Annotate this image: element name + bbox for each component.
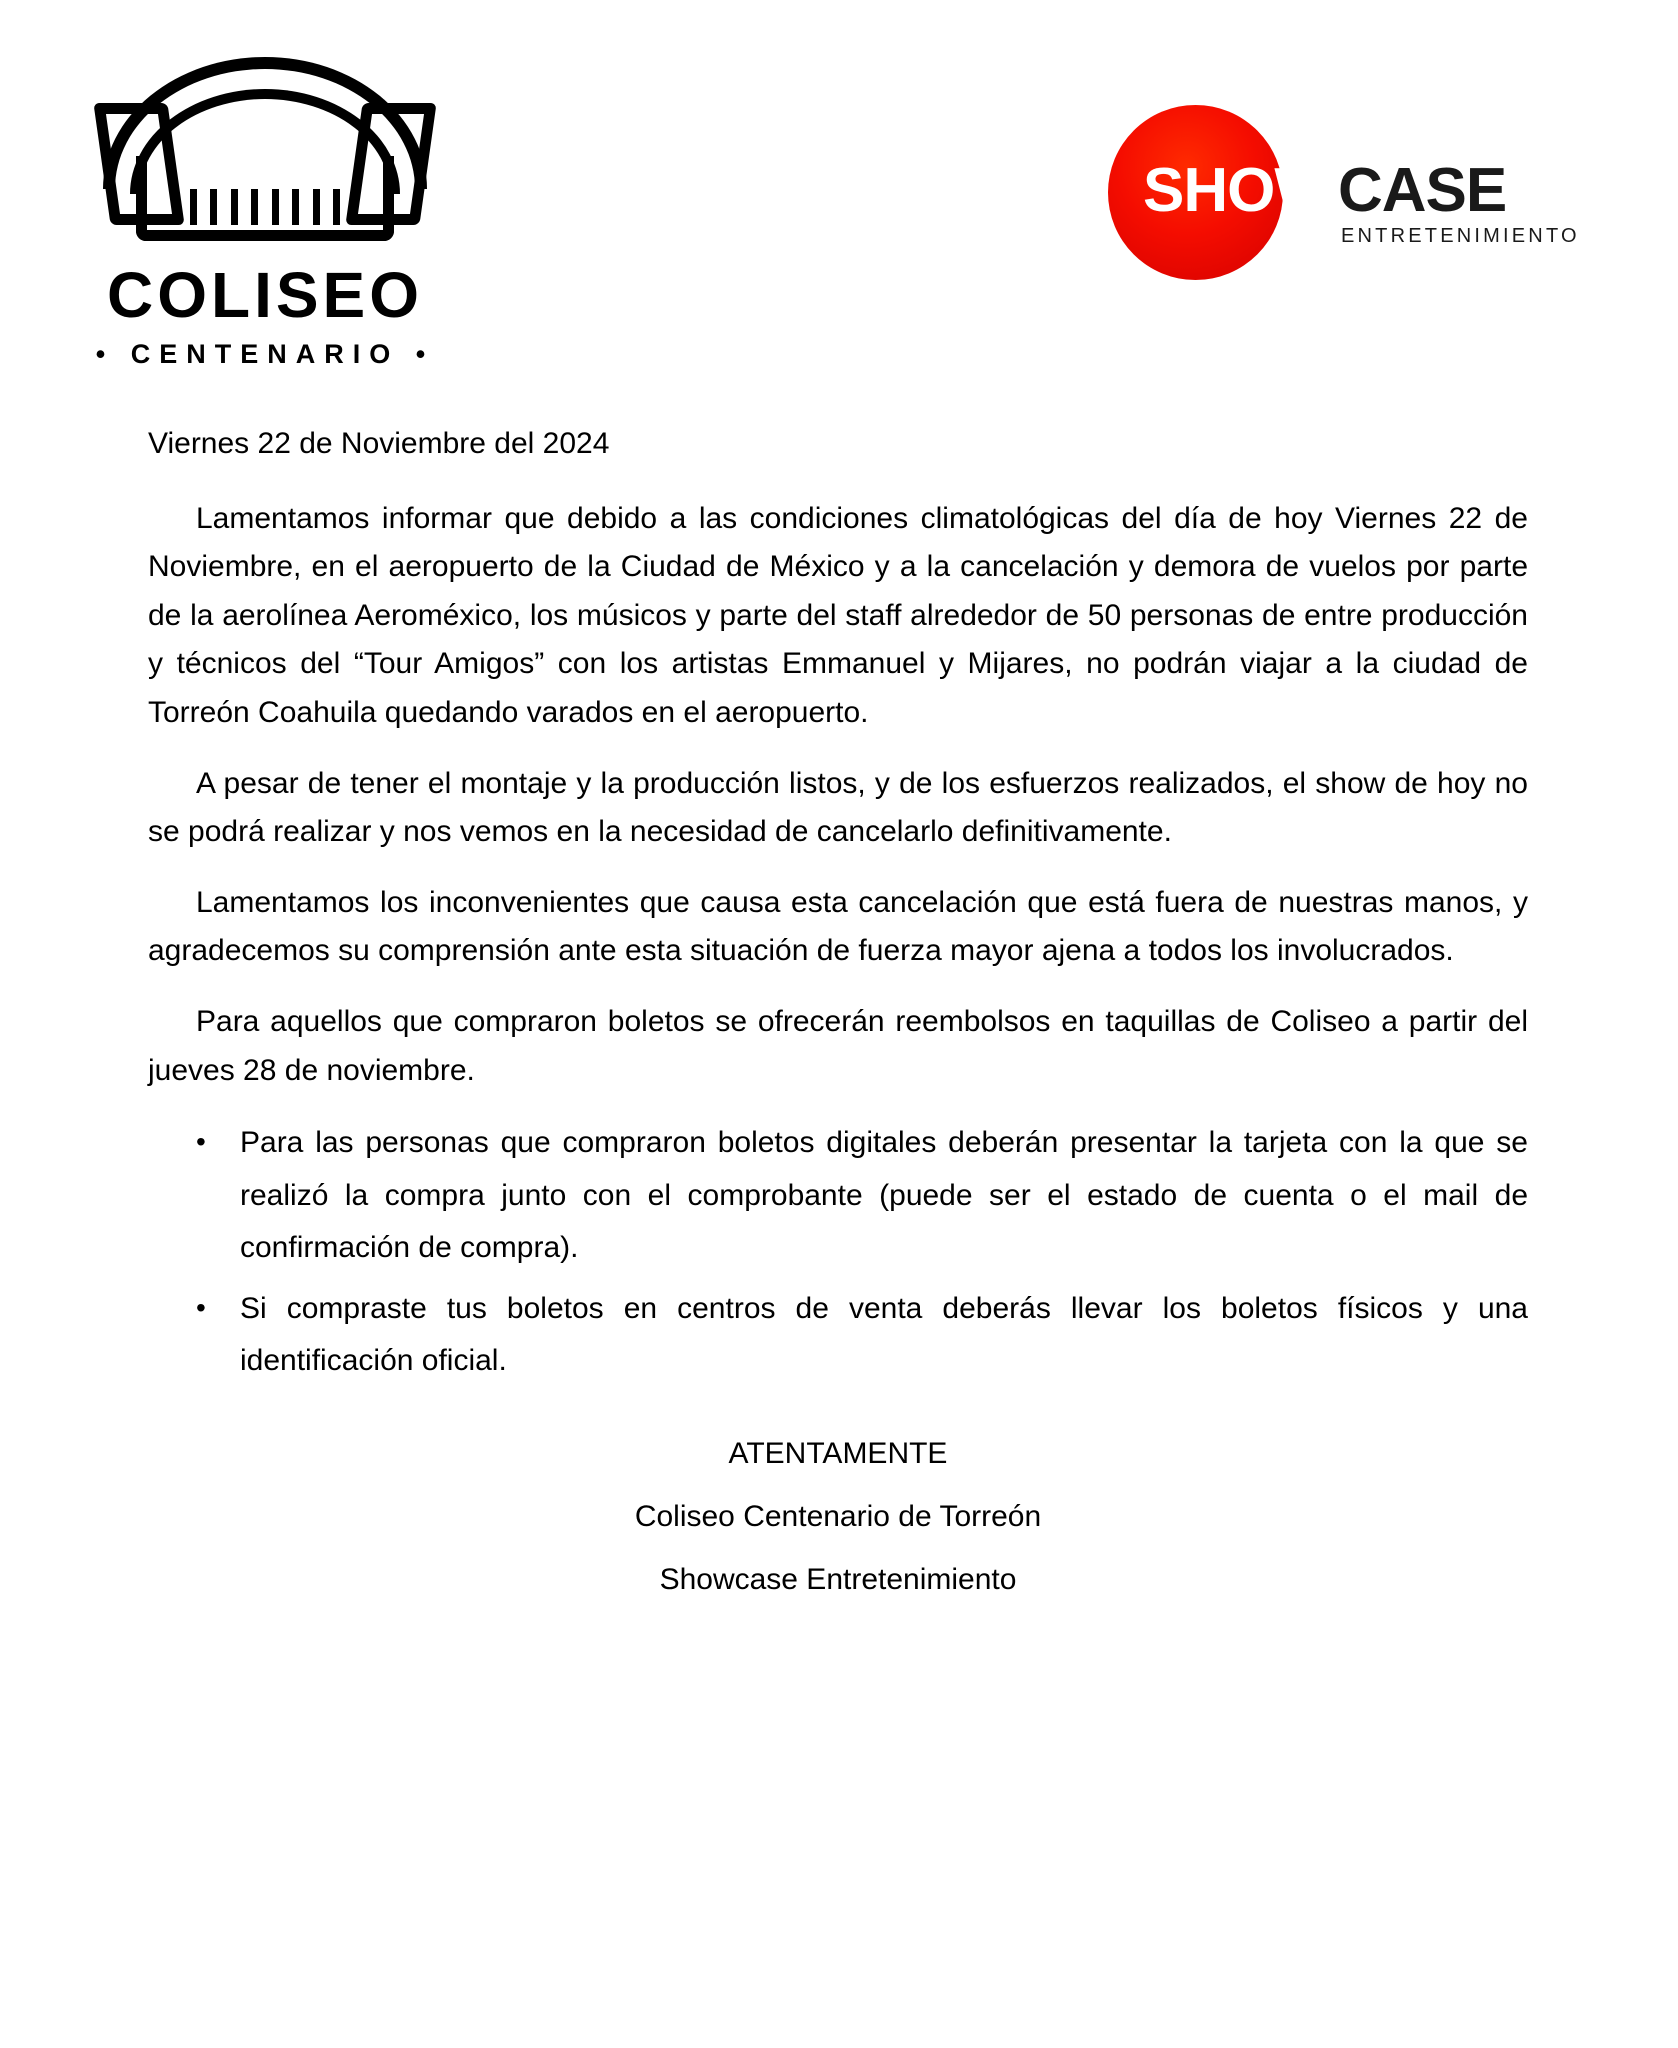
refund-instructions-list bbox=[148, 1117, 1528, 1388]
list-item: • Para las personas que compraron boletos digitales deberán presentar la tarjeta con la que se realizó la compra junto con el comprobante (puede ser el estado de cuenta o el mail de confirmación de compra). bbox=[240, 1117, 1528, 1275]
showcase-case-text: CASE bbox=[1338, 156, 1507, 225]
letter-paragraph-2: A pesar de tener el montaje y la producción listos, y de los esfuerzos realizados, el show de hoy no se podrá realizar y nos vemos en la necesidad de cancelarlo definitivamente. bbox=[148, 766, 1528, 849]
showcase-show-text: SHOW bbox=[1143, 156, 1332, 225]
list-item: • Si compraste tus boletos en centros de venta deberás llevar los boletos físicos y una identificación oficial. bbox=[240, 1283, 1528, 1388]
stadium-icon bbox=[100, 55, 430, 255]
signoff-atentamente: ATENTAMENTE bbox=[728, 1436, 948, 1470]
signoff-coliseo: Coliseo Centenario de Torreón bbox=[634, 1499, 1042, 1533]
letter-signoff bbox=[148, 1422, 1528, 1611]
showcase-tagline: ENTRETENIMIENTO bbox=[1341, 225, 1580, 247]
letter-paragraph-4: Para aquellos que compraron boletos se ofrecerán reembolsos en taquillas de Coliseo a partir del jueves 28 de noviembre. bbox=[148, 1004, 1528, 1087]
letter-date: Viernes 22 de Noviembre del 2024 bbox=[148, 427, 610, 460]
coliseo-logo bbox=[0, 0, 530, 415]
coliseo-wordmark: COLISEO bbox=[106, 259, 424, 331]
coliseo-submark: • CENTENARIO • bbox=[95, 339, 435, 369]
letter-paragraph-3: Lamentamos los inconvenientes que causa esta cancelación que está fuera de nuestras manos, y agradecemos su comprensión ante esta situación de fuerza mayor ajena a todos los involucrados. bbox=[148, 885, 1528, 968]
showcase-logo bbox=[1008, 105, 1580, 285]
letter-paragraph-1: Lamentamos informar que debido a las condiciones climatológicas del día de hoy Viernes 22 de Noviembre, en el aeropuerto de la Ciudad de México y a la cancelación y demora de vuelos por parte de la aerolínea Aeroméxico, los músicos y parte del staff alrededor de 50 personas de entre producción y técnicos del “Tour Amigos” con los artistas Emmanuel y Mijares, no podrán viajar a la ciudad de Torreón Coahuila quedando varados en el aeropuerto. bbox=[148, 501, 1528, 729]
letter-body bbox=[0, 420, 1678, 1611]
signoff-showcase: Showcase Entretenimiento bbox=[659, 1562, 1017, 1596]
document-header bbox=[0, 0, 1678, 420]
